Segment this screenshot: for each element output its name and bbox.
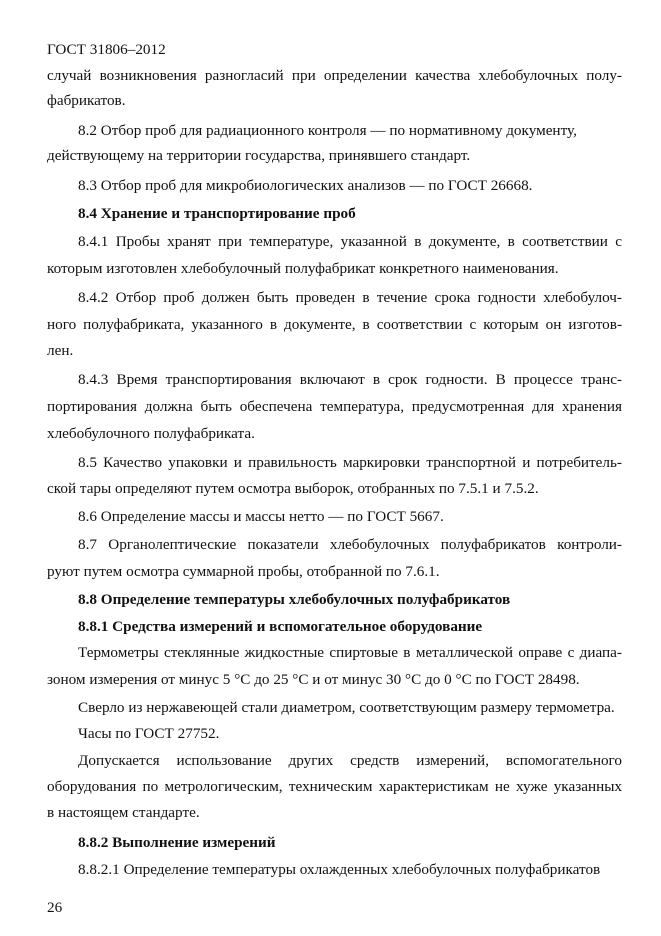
text-line: 8.6 Определение массы и массы нетто — по ГОСТ 5667. (78, 508, 444, 525)
text-line: оборудования по метрологическим, техническим характеристикам не хуже указанных (47, 778, 622, 795)
text-line: случай возникновения разногласий при определении качества хлебобулочных полу- (47, 67, 622, 84)
text-line: 8.4.1 Пробы хранят при температуре, указанной в документе, в соответствии с (78, 233, 622, 250)
text-line: 8.7 Органолептические показатели хлебобулочных полуфабрикатов контроли- (78, 536, 622, 553)
text-line: 8.4.3 Время транспортирования включают в срок годности. В процессе транс- (78, 371, 622, 388)
text-line: которым изготовлен хлебобулочный полуфабрикат конкретного наименования. (47, 260, 559, 277)
text-line: Термометры стеклянные жидкостные спиртовые в металлической оправе с диапа- (78, 644, 622, 661)
section-heading: 8.8.2 Выполнение измерений (78, 834, 276, 851)
text-line: действующему на территории государства, принявшего стандарт. (47, 147, 471, 164)
text-line: 8.8.2.1 Определение температуры охлажденных хлебобулочных полуфабрикатов (78, 861, 601, 878)
text-line: лен. (47, 342, 74, 359)
text-line: Сверло из нержавеющей стали диаметром, соответствующим размеру термометра. (78, 699, 615, 716)
text-line: портирования должна быть обеспечена температура, предусмотренная для хранения (47, 398, 622, 415)
text-line: ской тары определяют путем осмотра выборок, отобранных по 7.5.1 и 7.5.2. (47, 480, 539, 497)
text-line: в настоящем стандарте. (47, 804, 200, 821)
text-line: Часы по ГОСТ 27752. (78, 725, 220, 742)
text-line: 8.4.2 Отбор проб должен быть проведен в течение срока годности хлебобулоч- (78, 289, 622, 306)
text-line: 8.2 Отбор проб для радиационного контроля — по нормативному документу, (78, 122, 577, 139)
section-heading: 8.8.1 Средства измерений и вспомогательное оборудование (78, 618, 483, 635)
section-heading: 8.8 Определение температуры хлебобулочных полуфабрикатов (78, 591, 511, 608)
text-line: Допускается использование других средств измерений, вспомогательного (78, 752, 622, 769)
page-number: 26 (47, 899, 63, 916)
text-line: 8.3 Отбор проб для микробиологических анализов — по ГОСТ 26668. (78, 177, 533, 194)
text-line: фабрикатов. (47, 92, 126, 109)
text-line: 8.5 Качество упаковки и правильность маркировки транспортной и потребитель- (78, 454, 622, 471)
section-heading: 8.4 Хранение и транспортирование проб (78, 205, 356, 222)
text-line: ного полуфабриката, указанного в документе, в соответствии с которым он изготов- (47, 316, 622, 333)
text-line: руют путем осмотра суммарной пробы, отобранной по 7.6.1. (47, 563, 440, 580)
text-line: хлебобулочного полуфабриката. (47, 425, 255, 442)
text-line: зоном измерения от минус 5 °С до 25 °С и от минус 30 °С до 0 °С по ГОСТ 28498. (47, 671, 580, 688)
document-header: ГОСТ 31806–2012 (47, 41, 166, 58)
